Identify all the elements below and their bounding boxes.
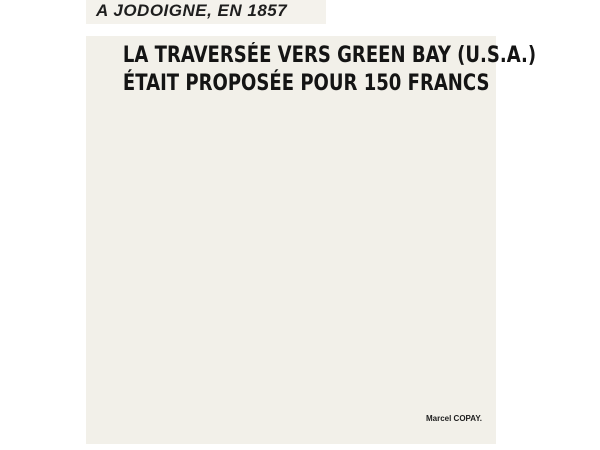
newspaper-clipping xyxy=(86,36,537,444)
headline-line-2: ÉTAIT PROPOSÉE POUR 150 FRANCS xyxy=(122,71,490,96)
article-column-2 xyxy=(228,110,355,410)
article-columns xyxy=(92,110,490,410)
kicker: A JODOIGNE, EN 1857 xyxy=(96,1,288,20)
headline xyxy=(122,42,537,98)
article-column-3 xyxy=(363,110,490,410)
headline-line-1: LA TRAVERSÉE VERS GREEN BAY (U.S.A.) xyxy=(122,43,537,68)
article-column-1 xyxy=(92,110,219,410)
author-signature: Marcel COPAY. xyxy=(425,414,482,423)
kicker-clipping xyxy=(86,0,326,24)
